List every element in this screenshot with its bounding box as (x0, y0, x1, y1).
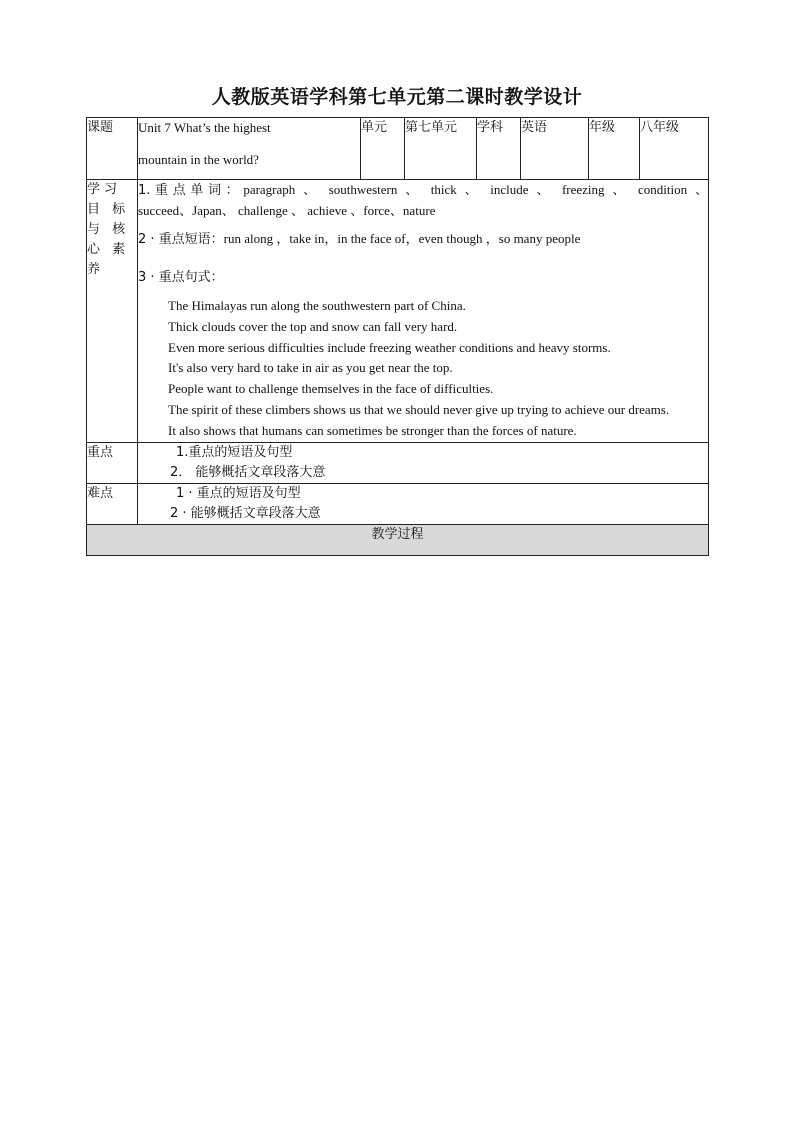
key-points-label: 重点 (87, 442, 138, 483)
objectives-label-2: 目 标 (87, 202, 130, 217)
key-phrases-prefix: 2 · 重点短语： (138, 232, 224, 247)
key-words-list-1: paragraph 、 southwestern 、 thick 、 include 、 freezing 、 condition 、 (243, 182, 708, 197)
key-points-content (138, 442, 709, 483)
key-words-line-1 (138, 180, 708, 201)
unit-value: 第七单元 (405, 118, 477, 180)
teaching-process-header: 教学过程 (87, 524, 709, 555)
key-phrases-line (138, 229, 708, 250)
process-row (87, 524, 709, 555)
sentence-5: People want to challenge themselves in the face of difficulties. (168, 381, 494, 397)
sentence-3: Even more serious difficulties include freezing weather conditions and heavy storms. (168, 339, 611, 355)
sentence-1: The Himalayas run along the southwestern part of China. (168, 298, 466, 313)
sentence-7: It also shows that humans can sometimes be stronger than the forces of nature. (168, 422, 577, 438)
key-phrases-list: run along ，take in，in the face of，even though ，so many people (223, 231, 581, 246)
difficult-point-1: 1 · 重点的短语及句型 (176, 485, 301, 501)
sentence-6: The spirit of these climbers shows us that we should never give up trying to achieve our dreams. (168, 401, 670, 417)
objectives-label-1: 学习 (87, 182, 122, 197)
document-title: 人教版英语学科第七单元第二课时教学设计 (211, 86, 583, 108)
key-point-1: 1.重点的短语及句型 (176, 444, 293, 460)
objectives-label-5: 养 (87, 262, 105, 277)
objectives-content (138, 180, 709, 443)
topic-line-1: Unit 7 What’s the highest (138, 120, 271, 135)
topic-line-2: mountain in the world? (138, 152, 259, 167)
sentence-4: It's also very hard to take in air as you get near the top. (168, 360, 453, 376)
key-words-prefix: 1.重点单词： (138, 183, 244, 198)
difficult-points-label: 难点 (87, 483, 138, 524)
topic-label: 课题 (87, 118, 138, 180)
grade-label: 年级 (589, 118, 640, 180)
header-row (87, 118, 709, 180)
key-point-2: 2． 能够概括文章段落大意 (170, 464, 326, 480)
key-points-row (87, 442, 709, 483)
objectives-row (87, 180, 709, 443)
objectives-label (87, 180, 138, 443)
key-words-line-2: succeed、Japan、 challenge 、 achieve 、force、nature (138, 203, 436, 218)
difficult-points-content (138, 483, 709, 524)
grade-value: 八年级 (640, 118, 709, 180)
unit-label: 单元 (361, 118, 405, 180)
key-sentences-heading: 3 · 重点句式： (138, 270, 224, 285)
objectives-label-3: 与 核 (87, 222, 130, 237)
lesson-plan-table (86, 117, 709, 556)
sentence-2: Thick clouds cover the top and snow can fall very hard. (168, 318, 458, 334)
topic-value (138, 118, 361, 180)
subject-value: 英语 (521, 118, 589, 180)
objectives-label-4: 心 素 (87, 242, 130, 257)
subject-label: 学科 (477, 118, 521, 180)
difficult-points-row (87, 483, 709, 524)
difficult-point-2: 2 · 能够概括文章段落大意 (170, 505, 321, 521)
